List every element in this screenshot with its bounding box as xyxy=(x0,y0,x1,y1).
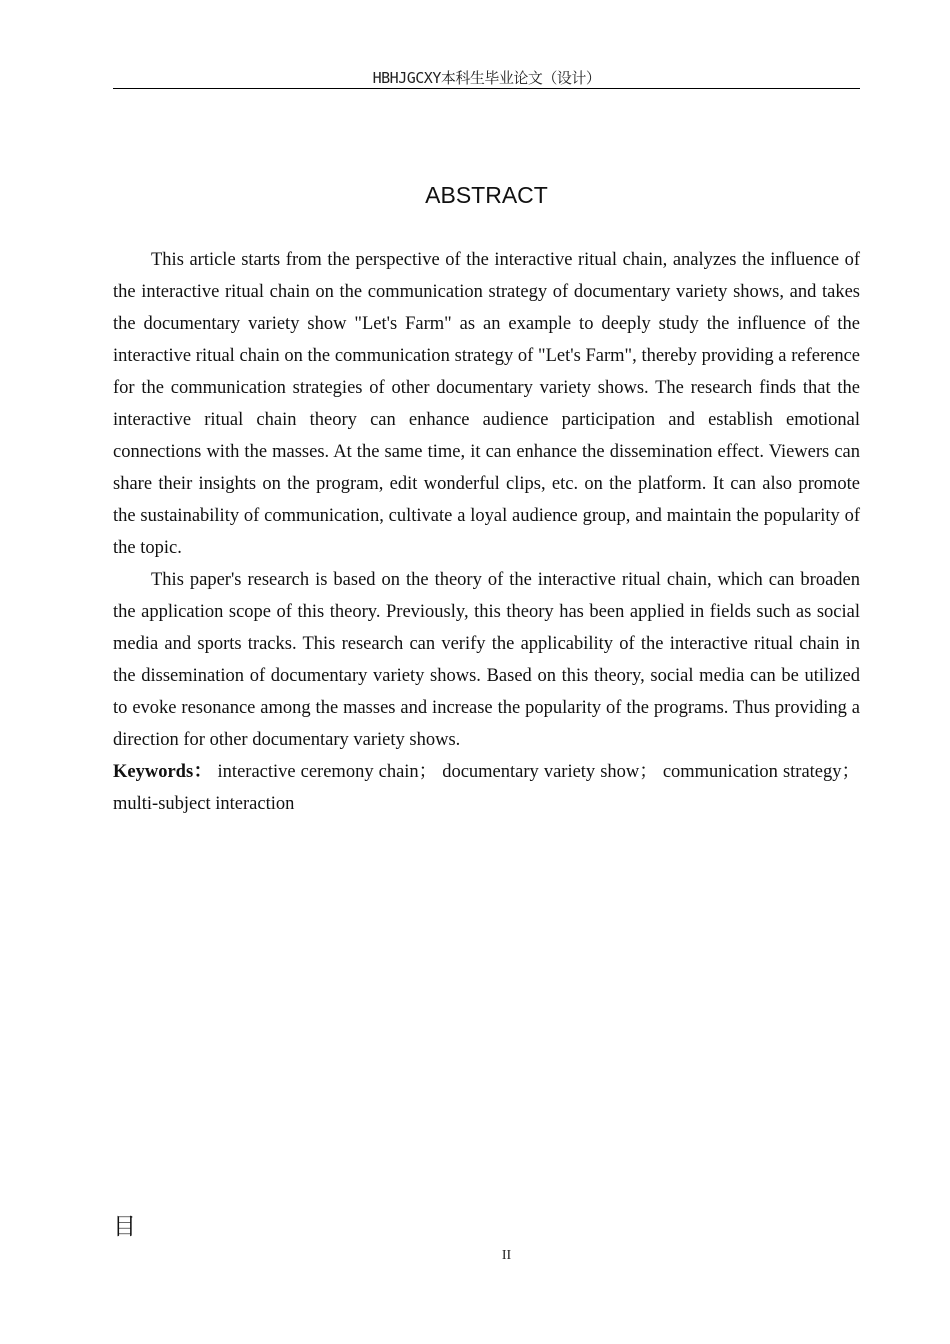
abstract-title: ABSTRACT xyxy=(425,182,548,208)
keywords-label: Keywords： xyxy=(113,762,213,782)
header-rule xyxy=(113,88,860,89)
toc-heading-fragment: 目 xyxy=(113,1214,136,1240)
abstract-paragraph-2: This paper's research is based on the theory of the interactive ritual chain, which can broaden the application scope of this theory. Previously, this theory has been applied in fields such as social media and sports tracks. This research can verify the applicability of the interactive ritual chain in the dissemination of documentary variety shows. Based on this theory, social media can be utilized to evoke resonance among the masses and increase the popularity of the programs. Thus providing a direction for other documentary variety shows. xyxy=(113,570,860,750)
keywords-text: interactive ceremony chain； documentary variety show； communication strategy；multi-subject interaction xyxy=(113,762,861,814)
abstract-paragraph-1: This article starts from the perspective of the interactive ritual chain, analyzes the influence of the interactive ritual chain on the communication strategy of documentary variety shows, and takes the documentary variety show "Let's Farm" as an example to deeply study the influence of the interactive ritual chain on the communication strategy of "Let's Farm", thereby providing a reference for the communication strategies of other documentary variety shows. The research finds that the interactive ritual chain theory can enhance audience participation and establish emotional connections with the masses. At the same time, it can enhance the dissemination effect. Viewers can share their insights on the program, edit wonderful clips, etc. on the platform. It can also promote the sustainability of communication, cultivate a loyal audience group, and maintain the popularity of the topic. xyxy=(113,250,860,558)
page-header: HBHJGCXY本科生毕业论文（设计） xyxy=(372,69,601,87)
page-number: II xyxy=(501,1248,512,1263)
abstract-body xyxy=(113,244,860,820)
keywords-line xyxy=(113,756,860,820)
